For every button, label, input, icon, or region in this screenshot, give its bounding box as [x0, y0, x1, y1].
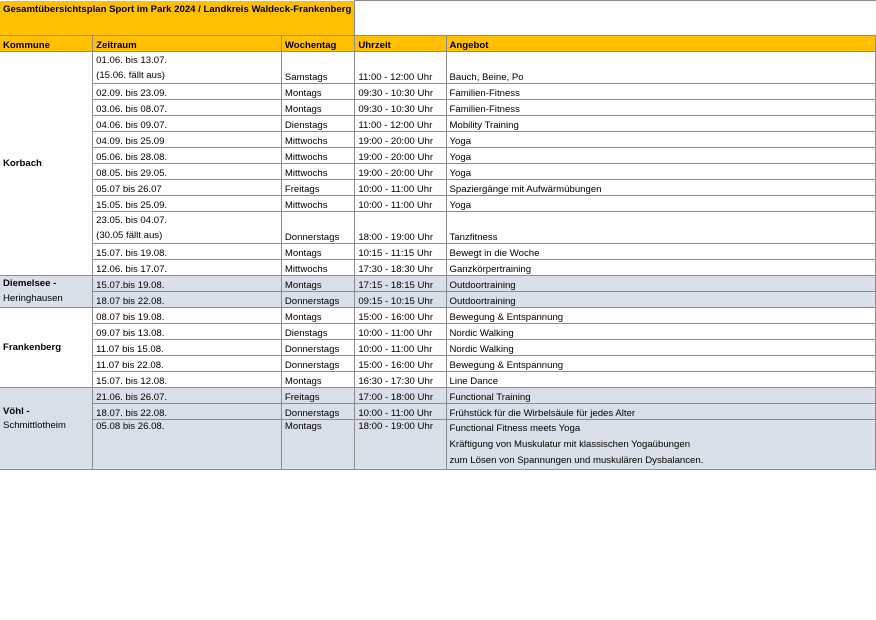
wochentag-cell[interactable]: Montags	[281, 275, 354, 291]
angebot-cell[interactable]: Frühstück für die Wirbelsäule für jedes Alter	[446, 403, 876, 419]
angebot-cell[interactable]: Bewegung & Entspannung	[446, 307, 876, 323]
header-wochentag[interactable]: Wochentag	[281, 35, 354, 51]
table-row	[0, 371, 876, 387]
angebot-cell[interactable]: Outdoortraining	[446, 275, 876, 291]
zeitraum-cell[interactable]: 04.06. bis 09.07.	[93, 115, 282, 131]
angebot-line: zum Lösen von Spannungen und muskulären Dysbalancen.	[449, 454, 704, 466]
uhrzeit-cell[interactable]: 10:00 - 11:00 Uhr	[355, 339, 446, 355]
header-zeitraum[interactable]: Zeitraum	[93, 35, 282, 51]
zeitraum-cell[interactable]: 04.09. bis 25.09	[93, 131, 282, 147]
angebot-cell[interactable]: Tanzfitness	[446, 211, 876, 243]
table-row	[0, 147, 876, 163]
zeitraum-cell[interactable]: 15.07. bis 19.08.	[93, 243, 282, 259]
wochentag-cell[interactable]: Samstags	[281, 51, 354, 83]
uhrzeit-cell[interactable]: 18:00 - 19:00 Uhr	[355, 211, 446, 243]
uhrzeit-cell[interactable]: 17:00 - 18:00 Uhr	[355, 387, 446, 403]
zeitraum-note: (30.05 fällt aus)	[96, 229, 163, 241]
zeitraum-cell[interactable]: 05.06. bis 28.08.	[93, 147, 282, 163]
table-row	[0, 51, 876, 83]
table-row	[0, 403, 876, 419]
table-row	[0, 323, 876, 339]
wochentag-cell[interactable]: Montags	[281, 83, 354, 99]
zeitraum-cell[interactable]: 15.07.bis 19.08.	[93, 275, 282, 291]
table-row	[0, 355, 876, 371]
angebot-cell[interactable]: Yoga	[446, 147, 876, 163]
zeitraum-cell[interactable]: 18.07. bis 22.08.	[93, 403, 282, 419]
header-uhrzeit[interactable]: Uhrzeit	[355, 35, 446, 51]
angebot-cell[interactable]: Line Dance	[446, 371, 876, 387]
wochentag-cell[interactable]: Donnerstags	[281, 403, 354, 419]
uhrzeit-cell[interactable]: 19:00 - 20:00 Uhr	[355, 147, 446, 163]
wochentag-cell[interactable]: Donnerstags	[281, 211, 354, 243]
angebot-cell[interactable]: Yoga	[446, 195, 876, 211]
wochentag-cell[interactable]: Mittwochs	[281, 147, 354, 163]
angebot-cell[interactable]: Familien-Fitness	[446, 99, 876, 115]
zeitraum-line: 01.06. bis 13.07.	[96, 54, 168, 66]
angebot-cell[interactable]: Functional Training	[446, 387, 876, 403]
angebot-cell[interactable]: Yoga	[446, 131, 876, 147]
wochentag-cell[interactable]: Freitags	[281, 179, 354, 195]
uhrzeit-cell[interactable]: 19:00 - 20:00 Uhr	[355, 163, 446, 179]
title-row	[0, 1, 876, 36]
uhrzeit-cell[interactable]: 11:00 - 12:00 Uhr	[355, 115, 446, 131]
zeitraum-cell[interactable]: 03.06. bis 08.07.	[93, 99, 282, 115]
uhrzeit-cell[interactable]: 09:30 - 10:30 Uhr	[355, 83, 446, 99]
angebot-cell[interactable]: Bewegung & Entspannung	[446, 355, 876, 371]
kommune-diemelsee-ortsteil[interactable]: Heringhausen	[0, 291, 93, 307]
wochentag-cell[interactable]: Montags	[281, 419, 354, 469]
zeitraum-cell[interactable]: 08.07 bis 19.08.	[93, 307, 282, 323]
uhrzeit-cell[interactable]: 09:30 - 10:30 Uhr	[355, 99, 446, 115]
angebot-cell[interactable]: Outdoortraining	[446, 291, 876, 307]
table-row	[0, 275, 876, 291]
zeitraum-cell[interactable]: 15.07. bis 12.08.	[93, 371, 282, 387]
title-empty-cell[interactable]	[355, 1, 876, 36]
wochentag-cell[interactable]: Dienstags	[281, 115, 354, 131]
table-row	[0, 99, 876, 115]
kommune-voehl[interactable]: Vöhl -	[0, 403, 93, 419]
uhrzeit-cell[interactable]: 18:00 - 19:00 Uhr	[355, 419, 446, 469]
wochentag-cell[interactable]: Mittwochs	[281, 131, 354, 147]
table-row	[0, 387, 876, 403]
zeitraum-line: 23.05. bis 04.07.	[96, 214, 168, 226]
uhrzeit-cell[interactable]: 09:15 - 10:15 Uhr	[355, 291, 446, 307]
angebot-cell[interactable]: Familien-Fitness	[446, 83, 876, 99]
zeitraum-cell[interactable]: 18.07 bis 22.08.	[93, 291, 282, 307]
angebot-cell[interactable]: Spaziergänge mit Aufwärmübungen	[446, 179, 876, 195]
table-row	[0, 211, 876, 243]
zeitraum-cell[interactable]: 09.07 bis 13.08.	[93, 323, 282, 339]
zeitraum-cell[interactable]	[93, 51, 282, 83]
uhrzeit-cell[interactable]: 11:00 - 12:00 Uhr	[355, 51, 446, 83]
table-row	[0, 131, 876, 147]
zeitraum-cell[interactable]: 11.07 bis 15.08.	[93, 339, 282, 355]
table-row	[0, 339, 876, 355]
table-row	[0, 83, 876, 99]
kommune-voehl-spacer[interactable]	[0, 387, 93, 403]
zeitraum-cell[interactable]: 02.09. bis 23.09.	[93, 83, 282, 99]
uhrzeit-cell[interactable]: 17:15 - 18:15 Uhr	[355, 275, 446, 291]
angebot-cell[interactable]: Mobility Training	[446, 115, 876, 131]
kommune-frankenberg[interactable]: Frankenberg	[0, 307, 93, 387]
table-row	[0, 259, 876, 275]
table-row	[0, 195, 876, 211]
header-row	[0, 35, 876, 51]
kommune-voehl-ortsteil[interactable]: Schmittlotheim	[0, 419, 93, 469]
angebot-cell[interactable]: Yoga	[446, 163, 876, 179]
wochentag-cell[interactable]: Donnerstags	[281, 355, 354, 371]
table-row	[0, 291, 876, 307]
uhrzeit-cell[interactable]: 10:00 - 11:00 Uhr	[355, 323, 446, 339]
zeitraum-note: (15.06. fällt aus)	[96, 69, 165, 81]
table-row	[0, 163, 876, 179]
wochentag-cell[interactable]: Donnerstags	[281, 291, 354, 307]
wochentag-cell[interactable]: Mittwochs	[281, 163, 354, 179]
table-row	[0, 115, 876, 131]
uhrzeit-cell[interactable]: 16:30 - 17:30 Uhr	[355, 371, 446, 387]
wochentag-cell[interactable]: Montags	[281, 371, 354, 387]
angebot-cell[interactable]: Bewegt in die Woche	[446, 243, 876, 259]
zeitraum-cell[interactable]	[93, 211, 282, 243]
table-row	[0, 179, 876, 195]
wochentag-cell[interactable]: Mittwochs	[281, 259, 354, 275]
angebot-cell[interactable]: Nordic Walking	[446, 339, 876, 355]
sheet-title[interactable]: Gesamtübersichtsplan Sport im Park 2024 / Landkreis Waldeck-Frankenberg	[0, 1, 355, 36]
angebot-line: Functional Fitness meets Yoga	[449, 422, 581, 434]
angebot-cell[interactable]: Ganzkörpertraining	[446, 259, 876, 275]
uhrzeit-cell[interactable]: 15:00 - 16:00 Uhr	[355, 307, 446, 323]
angebot-cell[interactable]	[446, 419, 876, 469]
uhrzeit-cell[interactable]: 10:00 - 11:00 Uhr	[355, 403, 446, 419]
zeitraum-cell[interactable]: 08.05. bis 29.05.	[93, 163, 282, 179]
zeitraum-cell[interactable]: 21.06. bis 26.07.	[93, 387, 282, 403]
uhrzeit-cell[interactable]: 10:00 - 11:00 Uhr	[355, 179, 446, 195]
wochentag-cell[interactable]: Mittwochs	[281, 195, 354, 211]
table-row	[0, 307, 876, 323]
zeitraum-cell[interactable]: 12.06. bis 17.07.	[93, 259, 282, 275]
uhrzeit-cell[interactable]: 10:15 - 11:15 Uhr	[355, 243, 446, 259]
wochentag-cell[interactable]: Freitags	[281, 387, 354, 403]
zeitraum-cell[interactable]: 05.08 bis 26.08.	[93, 419, 282, 469]
zeitraum-cell[interactable]: 11.07 bis 22.08.	[93, 355, 282, 371]
uhrzeit-cell[interactable]: 17:30 - 18:30 Uhr	[355, 259, 446, 275]
uhrzeit-cell[interactable]: 19:00 - 20:00 Uhr	[355, 131, 446, 147]
uhrzeit-cell[interactable]: 10:00 - 11:00 Uhr	[355, 195, 446, 211]
wochentag-cell[interactable]: Montags	[281, 307, 354, 323]
angebot-line: Kräftigung von Muskulatur mit klassischen Yogaübungen	[449, 438, 691, 450]
kommune-diemelsee[interactable]: Diemelsee -	[0, 275, 93, 291]
kommune-korbach[interactable]: Korbach	[0, 51, 93, 275]
header-kommune[interactable]: Kommune	[0, 35, 93, 51]
wochentag-cell[interactable]: Donnerstags	[281, 339, 354, 355]
wochentag-cell[interactable]: Montags	[281, 243, 354, 259]
table-row	[0, 243, 876, 259]
angebot-cell[interactable]: Bauch, Beine, Po	[446, 51, 876, 83]
wochentag-cell[interactable]: Montags	[281, 99, 354, 115]
wochentag-cell[interactable]: Dienstags	[281, 323, 354, 339]
zeitraum-cell[interactable]: 05.07 bis 26.07	[93, 179, 282, 195]
uhrzeit-cell[interactable]: 15:00 - 16:00 Uhr	[355, 355, 446, 371]
zeitraum-cell[interactable]: 15.05. bis 25.09.	[93, 195, 282, 211]
table-row	[0, 419, 876, 469]
angebot-cell[interactable]: Nordic Walking	[446, 323, 876, 339]
header-angebot[interactable]: Angebot	[446, 35, 876, 51]
